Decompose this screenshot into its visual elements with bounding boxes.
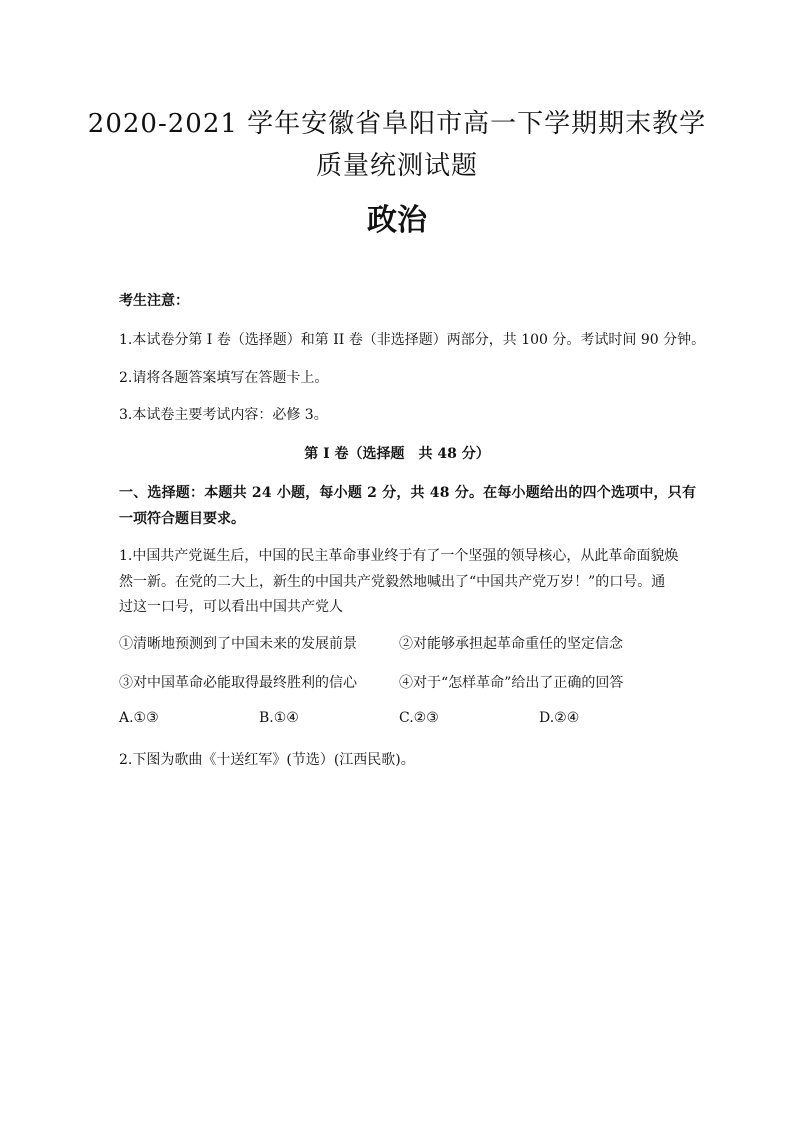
notice-item-1: 1.本试卷分第 I 卷（选择题）和第 II 卷（非选择题）两部分，共 100 分。考试时间 90 分钟。 (119, 332, 706, 348)
exam-title-line1: 2020-2021 学年安徽省阜阳市高一下学期期末教学 (87, 109, 707, 139)
q1-choice-b: B.①④ (259, 710, 299, 726)
q1-statement-4: ④对于“怎样革命”给出了正确的回答 (399, 675, 624, 691)
section-instruction-line2: 一项符合题目要求。 (119, 511, 245, 527)
q1-stem-line1: 1.中国共产党诞生后，中国的民主革命事业终于有了一个坚强的领导核心，从此革命面貌焕 (119, 548, 679, 564)
q1-stem-line3: 过这一口号，可以看出中国共产党人 (119, 599, 343, 615)
q2-stem: 2.下图为歌曲《十送红军》(节选）(江西民歌)。 (119, 752, 415, 768)
section-instruction-line1: 一、选择题：本题共 24 小题，每小题 2 分，共 48 分。在每小题给出的四个选项中，只有 (119, 485, 697, 501)
exam-title-line2: 质量统测试题 (315, 151, 478, 181)
q1-statement-1: ①清晰地预测到了中国未来的发展前景 (119, 636, 357, 652)
q1-choice-c: C.②③ (399, 710, 439, 726)
section-title: 第 I 卷（选择题 共 48 分） (304, 446, 490, 462)
notice-item-3: 3.本试卷主要考试内容：必修 3。 (119, 407, 328, 423)
notice-item-2: 2.请将各题答案填写在答题卡上。 (119, 370, 329, 386)
notice-heading: 考生注意： (119, 293, 189, 309)
q1-statement-3: ③对中国革命必能取得最终胜利的信心 (119, 675, 357, 691)
q1-choice-a: A.①③ (119, 710, 159, 726)
q1-choice-d: D.②④ (539, 710, 580, 726)
subject-title: 政治 (367, 203, 427, 238)
q1-stem-line2: 然一新。在党的二大上，新生的中国共产党毅然地喊出了“中国共产党万岁！”的口号。通 (119, 574, 666, 590)
q1-statement-2: ②对能够承担起革命重任的坚定信念 (399, 636, 623, 652)
